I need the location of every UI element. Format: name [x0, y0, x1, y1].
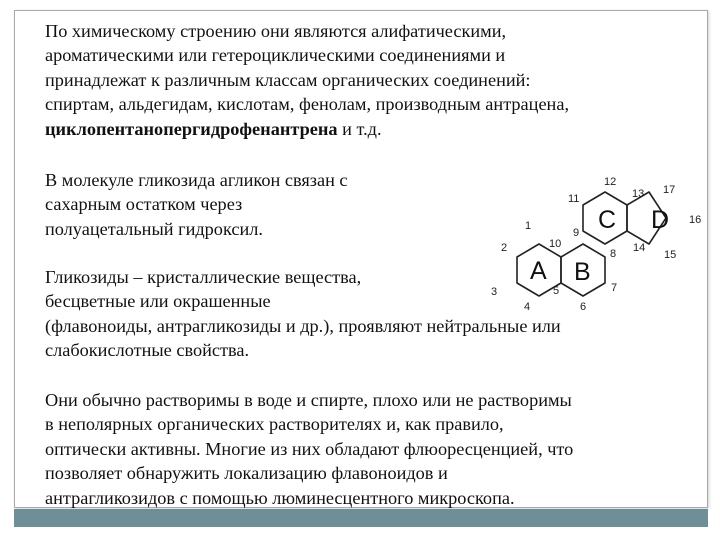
text-line: принадлежат к различным классам органических соединений: — [45, 69, 531, 90]
atom-number-9: 9 — [573, 227, 580, 239]
atom-number-10: 10 — [549, 238, 562, 250]
text-line: слабокислотные свойства. — [45, 340, 250, 361]
ring-label-d: D — [651, 206, 670, 234]
atom-number-6: 6 — [580, 301, 587, 311]
paragraph-solubility — [45, 388, 700, 510]
paragraph-chemical-structure — [45, 19, 700, 141]
atom-number-15: 15 — [664, 249, 677, 261]
text-tail: и т.д. — [337, 118, 382, 139]
atom-number-11: 11 — [568, 193, 580, 205]
text-line: спиртам, альдегидам, кислотам, фенолам, производным антрацена, — [45, 94, 570, 115]
atom-number-5: 5 — [553, 285, 560, 297]
slide-frame — [14, 10, 708, 508]
text-line: В молекуле гликозида агликон связан с — [45, 170, 348, 190]
atom-number-8: 8 — [610, 248, 617, 260]
atom-number-14: 14 — [633, 242, 646, 254]
atom-number-4: 4 — [524, 301, 531, 311]
text-line: Гликозиды – кристаллические вещества, — [45, 267, 362, 287]
bold-term: циклопентанопергидрофенантрена — [45, 118, 338, 139]
ring-label-c: C — [598, 206, 617, 234]
text-line: бесцветные или окрашенные — [45, 291, 271, 312]
ring-label-b: B — [574, 258, 591, 286]
atom-number-3: 3 — [491, 286, 498, 298]
paragraph-properties-end — [45, 314, 700, 363]
text-line: ароматическими или гетероциклическими соединениями и — [45, 45, 506, 66]
text-line: позволяет обнаружить локализацию флавоноидов и — [45, 463, 448, 484]
steroid-skeleton-diagram — [471, 161, 707, 311]
atom-number-16: 16 — [689, 214, 702, 226]
text-line: оптически активны. Многие из них обладают флюоресценцией, что — [45, 438, 574, 459]
atom-number-1: 1 — [525, 220, 532, 232]
paragraph-properties-start — [45, 265, 445, 314]
text-line: в неполярных органических растворителях и, как правило, — [45, 414, 504, 435]
atom-number-17: 17 — [663, 184, 676, 196]
bottom-accent-bar — [14, 509, 708, 527]
text-line: сахарным остатком через — [45, 194, 243, 215]
text-line: (флавоноиды, антрагликозиды и др.), проявляют нейтральные или — [45, 316, 561, 336]
paragraph-glycoside-molecule — [45, 168, 435, 241]
text-line: антрагликозидов с помощью люминесцентного микроскопа. — [45, 487, 515, 508]
text-line: полуацетальный гидроксил. — [45, 218, 263, 239]
text-line — [45, 117, 700, 141]
atom-number-7: 7 — [611, 282, 618, 294]
text-line: По химическому строению они являются алифатическими, — [45, 21, 507, 41]
atom-number-13: 13 — [632, 188, 645, 200]
text-line: Они обычно растворимы в воде и спирте, плохо или не растворимы — [45, 390, 572, 410]
atom-number-12: 12 — [604, 176, 617, 188]
atom-number-2: 2 — [501, 242, 508, 254]
ring-label-a: A — [530, 257, 547, 285]
